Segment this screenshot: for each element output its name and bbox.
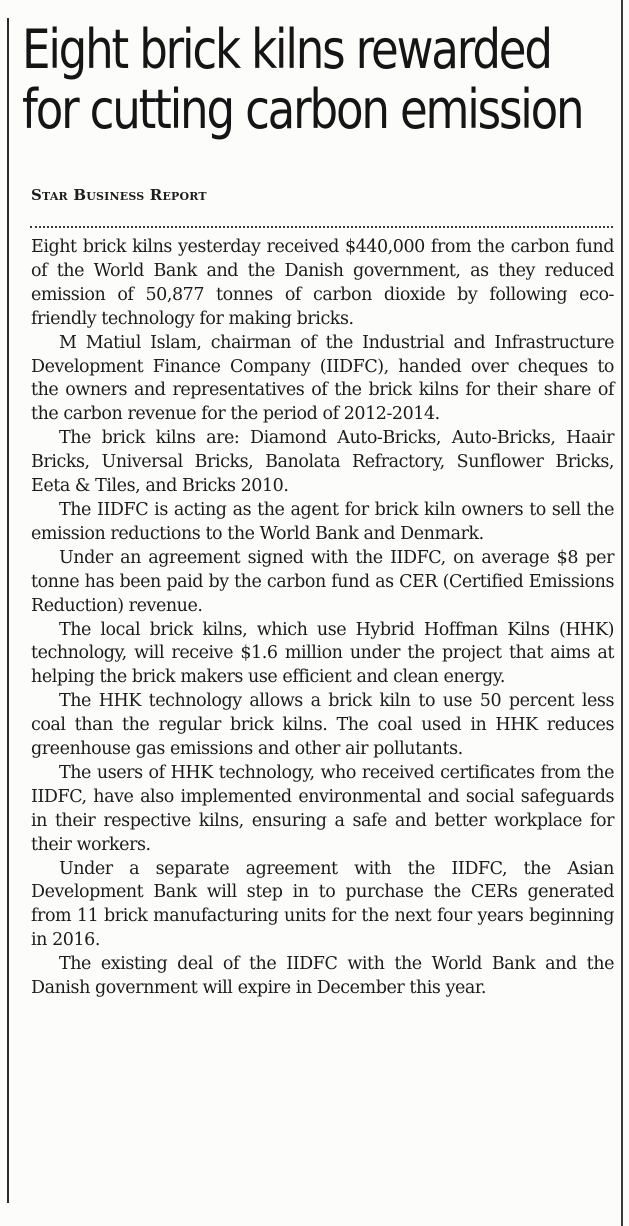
paragraph: The brick kilns are: Diamond Auto-Bricks, Auto-Bricks, Haair Bricks, Universal Bricks, Banolata Refractory, Sunflower Bricks, Eeta & Tiles, and Bricks 2010. <box>31 428 614 497</box>
paragraph: Eight brick kilns yesterday received $440,000 from the carbon fund of the World Bank and the Danish government, as they reduced emission of 50,877 tonnes of carbon dioxide by following eco-friendly technology for making bricks. <box>31 237 614 329</box>
paragraph: The local brick kilns, which use Hybrid Hoffman Kilns (HHK) technology, will receive $1.6 million under the project that aims at helping the brick makers use efficient and clean energy. <box>31 619 614 688</box>
paragraph: The existing deal of the IIDFC with the World Bank and the Danish government will expire in December this year. <box>31 954 614 999</box>
paragraph: Under a separate agreement with the IIDFC, the Asian Development Bank will step in to purchase the CERs generated from 11 brick manufacturing units for the next four years beginning in 2016. <box>31 858 614 951</box>
paragraph: The HHK technology allows a brick kiln to use 50 percent less coal than the regular brick kilns. The coal used in HHK reduces greenhouse gas emissions and other air pollutants. <box>31 691 614 760</box>
paragraph: The IIDFC is acting as the agent for brick kiln owners to sell the emission reductions to the World Bank and Denmark. <box>31 499 614 544</box>
headline-line-2: for cutting carbon emission <box>22 78 583 141</box>
headline-line-1: Eight brick kilns rewarded <box>22 18 551 81</box>
paragraph: Under an agreement signed with the IIDFC, on average $8 per tonne has been paid by the carbon fund as CER (Certified Emissions Reduction) revenue. <box>31 547 614 616</box>
article-body <box>31 236 614 1001</box>
paragraph: The users of HHK technology, who received certificates from the IIDFC, have also implemented environmental and social safeguards in their respective kilns, ensuring a safe and better workplace for their workers. <box>31 762 614 855</box>
right-column-rule <box>621 0 623 1226</box>
headline <box>22 18 583 141</box>
paragraph: M Matiul Islam, chairman of the Industrial and Infrastructure Development Finance Company (IIDFC), handed over cheques to the owners and representatives of the brick kilns for their share of the carbon revenue for the period of 2012-2014. <box>31 332 614 425</box>
byline: Star Business Report <box>31 186 207 204</box>
left-column-rule <box>7 18 9 1203</box>
dotted-divider <box>30 226 613 228</box>
